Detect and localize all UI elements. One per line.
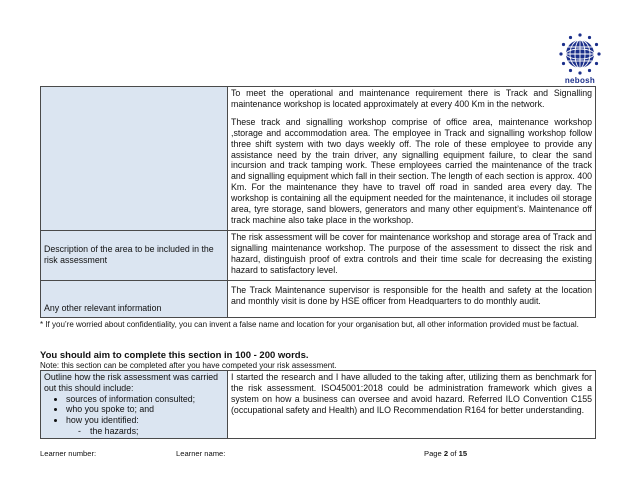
nebosh-logo	[558, 32, 602, 90]
list-item	[66, 415, 224, 437]
confidentiality-footnote: * If you’re worried about confidentiality, you can invent a false name and location for your organisation but, all other information provided must be factual.	[40, 320, 579, 329]
row1-value-cell	[228, 87, 596, 231]
method-value: I started the research and I have alluded to the taking after, utilizing them as benchmark for the risk assessment. ISO45001:2018 could be administration framework which gives a system on how a business can oversee and avoid hazard. Referred ILO Convention C155 (occupational safety and Health) and ILO Recommendation R164 for better understanding.	[231, 372, 592, 415]
page-current: 2	[443, 449, 449, 458]
paragraph: To meet the operational and maintenance requirement there is Track and Signalling maintenance workshop is located approximately at every 400 Km in the network.	[231, 88, 592, 109]
table-row	[41, 371, 596, 439]
row1-label-cell	[41, 87, 228, 231]
page-total: 15	[458, 449, 468, 458]
list-item: • sources of information consulted;	[66, 394, 224, 405]
section-note: Note: this section can be completed after you have competed your risk assessment.	[40, 361, 337, 370]
row3-label-cell	[41, 280, 228, 317]
paragraph: These track and signalling workshop comprise of office area, maintenance workshop ,storage and accommodation area. The employee in Track and signalling workshop follow three shift system with two days weekly off. The role of these employee to provide any assistance need by the train driver, any signalling equipment failure, to clear the sand incursion and track tamping work. These employees carried the maintenance of the track and signalling equipment which fall in their section. The length of each section is approx. 400 Km. For the maintenance they have to travel off road in sanded area every day. The workshop is containing all the equipment needed for the maintenance, it includes oil storage area, tyre storage, sand blowers, generators and many other equipment’s. Maintenance off track machine also take place in the workshop.	[231, 116, 592, 225]
table-row	[41, 280, 596, 317]
risk-assessment-method-table	[40, 370, 596, 439]
row2-label: Description of the area to be included in the risk assessment	[44, 244, 214, 266]
page-of: of	[448, 449, 459, 458]
organisation-details-table	[40, 86, 596, 318]
page-prefix: Page	[424, 449, 444, 458]
method-value-cell	[228, 371, 596, 439]
table-row	[41, 230, 596, 280]
table-row	[41, 87, 596, 231]
row2-label-cell	[41, 230, 228, 280]
paragraph: The Track Maintenance supervisor is responsible for the health and safety at the location and monthly visit is done by HSE officer from Headquarters to do monthly audit.	[231, 284, 592, 306]
logo-text: nebosh	[564, 76, 596, 85]
sub-list-item: - the hazards;	[78, 426, 224, 437]
page-number	[424, 449, 467, 458]
method-sub-list	[66, 426, 224, 437]
learner-number-label: Learner number:	[40, 449, 97, 458]
row2-value-cell	[228, 230, 596, 280]
method-label-cell	[41, 371, 228, 439]
learner-name-label: Learner name:	[176, 449, 226, 458]
row3-label: Any other relevant information	[44, 302, 162, 313]
method-label-intro: Outline how the risk assessment was carried out this should include:	[44, 372, 219, 393]
method-bullet-list	[44, 394, 224, 437]
nebosh-globe-icon	[558, 32, 602, 76]
row3-value-cell	[228, 280, 596, 317]
list-item-text: how you identified:	[66, 415, 139, 426]
section-heading: You should aim to complete this section in 100 - 200 words.	[40, 350, 309, 361]
paragraph: The risk assessment will be cover for maintenance workshop and storage area of Track and signalling maintenance workshop. The purpose of the assessment to dissect the risk and hazard, distinguish proof of extra controls and their time scale for decreasing the existing hazard to satisfactory level.	[231, 231, 592, 275]
list-item: • who you spoke to; and	[66, 404, 224, 415]
